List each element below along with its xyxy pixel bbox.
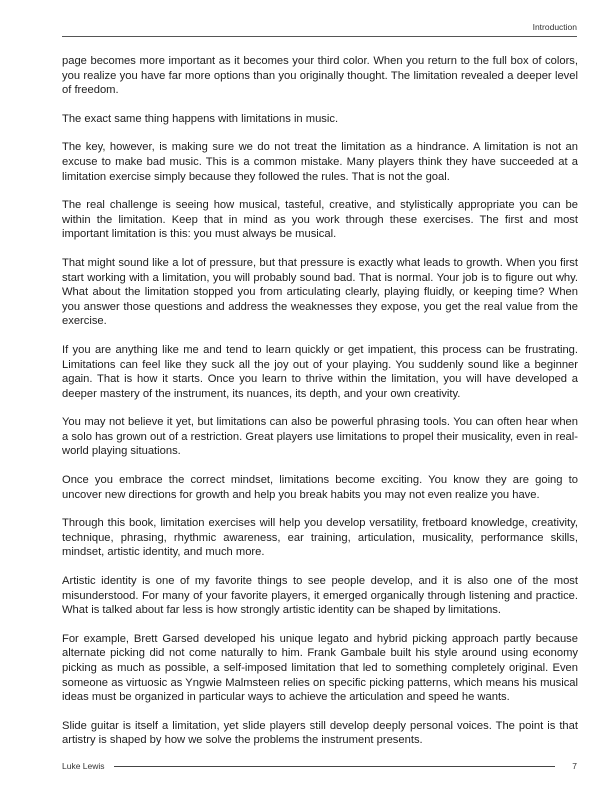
paragraph: The real challenge is seeing how musical, tasteful, creative, and stylistically appropriate you can be within the limitation. Keep that in mind as you work through these exercises. The first and most important limitation is this: you must always be musical. — [62, 199, 578, 241]
paragraph: Through this book, limitation exercises will help you develop versatility, fretboard knowledge, creativity, technique, phrasing, rhythmic awareness, ear training, articulation, musicality, performance skills, mindset, artistic identity, and much more. — [62, 517, 578, 559]
page-header — [62, 22, 577, 37]
paragraph: For example, Brett Garsed developed his unique legato and hybrid picking approach partly because alternate picking did not come naturally to him. Frank Gambale built his style around using economy picking as much as possible, a self-imposed limitation that led to something completely original. Even someone as virtuosic as Yngwie Malmsteen relies on specific picking patterns, which means his musical ideas must be organized in particular ways to achieve the articulation and speed he wants. — [62, 632, 578, 704]
footer-divider — [114, 766, 555, 767]
paragraph: page becomes more important as it becomes your third color. When you return to the full box of colors, you realize you have far more options than you originally thought. The limitation revealed a deeper level of freedom. — [62, 55, 578, 97]
page-footer — [62, 760, 577, 772]
paragraph: The exact same thing happens with limitations in music. — [62, 112, 339, 125]
paragraph: The key, however, is making sure we do not treat the limitation as a hindrance. A limitation is not an excuse to make bad music. This is a common mistake. Many players think they have succeeded at a limitation exercise simply because they followed the rules. That is not the goal. — [62, 141, 578, 183]
paragraph: That might sound like a lot of pressure, but that pressure is exactly what leads to growth. When you first start working with a limitation, you will probably sound bad. That is normal. Your job is to figure out why. What about the limitation stopped you from articulating clearly, playing fluidly, or keeping time? When you answer those questions and address the weaknesses they expose, you get the real value from the exercise. — [62, 256, 578, 328]
section-title: Introduction — [532, 22, 577, 32]
footer-author: Luke Lewis — [62, 761, 105, 771]
paragraph: You may not believe it yet, but limitations can also be powerful phrasing tools. You can often hear when a solo has grown out of a restriction. Great players use limitations to propel their musicality, even in real-world playing situations. — [62, 416, 578, 458]
paragraph: If you are anything like me and tend to learn quickly or get impatient, this process can be frustrating. Limitations can feel like they suck all the joy out of your playing. You suddenly sound like a beginner again. That is how it starts. Once you learn to thrive within the limitation, you will have developed a deeper mastery of the instrument, its nuances, its depth, and your own creativity. — [62, 343, 578, 400]
body-text — [62, 54, 578, 762]
paragraph: Artistic identity is one of my favorite things to see people develop, and it is also one of the most misunderstood. For many of your favorite players, it emerged organically through listening and practice. What is talked about far less is how strongly artistic identity can be shaped by limitations. — [62, 575, 578, 617]
paragraph: Slide guitar is itself a limitation, yet slide players still develop deeply personal voices. The point is that artistry is shaped by how we solve the problems the instrument presents. — [62, 719, 578, 747]
paragraph: Once you embrace the correct mindset, limitations become exciting. You know they are going to uncover new directions for growth and help you break habits you may not even realize you have. — [62, 474, 578, 501]
page-number: 7 — [572, 761, 577, 771]
